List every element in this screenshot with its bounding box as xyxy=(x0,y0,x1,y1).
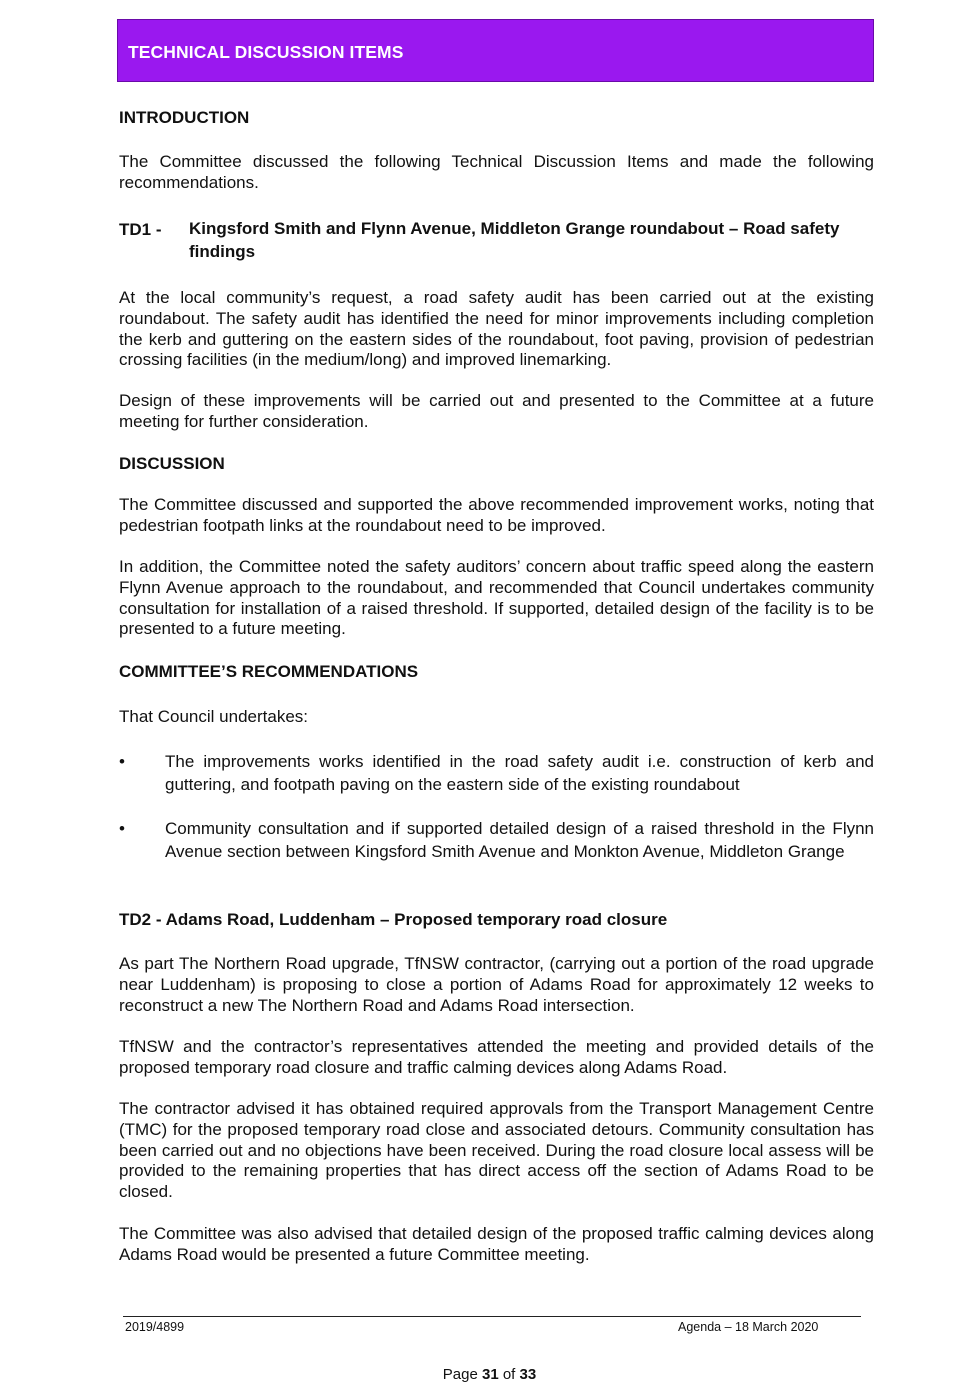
td2-paragraph-3: The contractor advised it has obtained required approvals from the Transport Management Centre (TMC) for the proposed temporary road close and associated detours. Community consultation has been carried out and no objections have been received. During the road closure local assess will be provided to the remaining properties that has direct access off the section of Adams Road to be closed. xyxy=(119,1099,874,1202)
td2-paragraph-4: The Committee was also advised that detailed design of the proposed traffic calming devices along Adams Road would be presented a future Committee meeting. xyxy=(119,1224,874,1264)
discussion-paragraph-2: In addition, the Committee noted the safety auditors’ concern about traffic speed along the eastern Flynn Avenue approach to the roundabout, and recommended that Council undertakes community consultation for installation of a raised threshold. If supported, detailed design of the facility is to be presented to a future meeting. xyxy=(119,557,874,639)
page-number xyxy=(0,1366,979,1383)
page-prefix: Page xyxy=(442,1366,478,1383)
discussion-heading: DISCUSSION xyxy=(119,454,225,473)
td2-title: TD2 - Adams Road, Luddenham – Proposed temporary road closure xyxy=(119,910,668,929)
footer-agenda-date: Agenda – 18 March 2020 xyxy=(678,1320,819,1334)
recommendation-item-2: Community consultation and if supported detailed design of a raised threshold in the Flynn Avenue section between Kingsford Smith Avenue and Monkton Avenue, Middleton Grange xyxy=(165,819,874,861)
discussion-paragraph-1: The Committee discussed and supported the above recommended improvement works, noting that pedestrian footpath links at the roundabout need to be improved. xyxy=(119,495,874,535)
recommendations-heading: COMMITTEE’S RECOMMENDATIONS xyxy=(119,662,419,681)
td1-paragraph-2: Design of these improvements will be carried out and presented to the Committee at a future meeting for further consideration. xyxy=(119,391,874,431)
footer-reference: 2019/4899 xyxy=(125,1320,185,1334)
bullet-marker: • xyxy=(119,819,125,838)
td1-title: Kingsford Smith and Flynn Avenue, Middleton Grange roundabout – Road safety findings xyxy=(189,219,840,261)
td2-paragraph-2: TfNSW and the contractor’s representatives attended the meeting and provided details of the proposed temporary road closure and traffic calming devices along Adams Road. xyxy=(119,1037,874,1077)
recommendation-item-1: The improvements works identified in the road safety audit i.e. construction of kerb and guttering, and footpath paving on the eastern side of the existing roundabout xyxy=(165,752,874,794)
introduction-heading: INTRODUCTION xyxy=(119,108,250,127)
page-current: 31 xyxy=(481,1366,499,1383)
td1-paragraph-1: At the local community’s request, a road safety audit has been carried out at the existing roundabout. The safety audit has identified the need for minor improvements including completion the kerb and guttering on the eastern sides of the roundabout, foot paving, provision of pedestrian crossing facilities (in the medium/long) and improved linemarking. xyxy=(119,288,874,370)
page-of: of xyxy=(502,1366,516,1383)
recommendations-intro: That Council undertakes: xyxy=(119,707,308,726)
introduction-text: The Committee discussed the following Technical Discussion Items and made the following recommendations. xyxy=(119,152,874,192)
page-total: 33 xyxy=(519,1366,537,1383)
banner-title: TECHNICAL DISCUSSION ITEMS xyxy=(128,42,404,62)
td2-paragraph-1: As part The Northern Road upgrade, TfNSW contractor, (carrying out a portion of the road upgrade near Luddenham) is proposing to close a portion of Adams Road for approximately 12 weeks to reconstruct a new The Northern Road and Adams Road intersection. xyxy=(119,954,874,1015)
bullet-marker: • xyxy=(119,752,125,771)
td1-label: TD1 - xyxy=(119,220,162,239)
footer-divider xyxy=(123,1316,861,1317)
section-banner xyxy=(117,19,874,82)
